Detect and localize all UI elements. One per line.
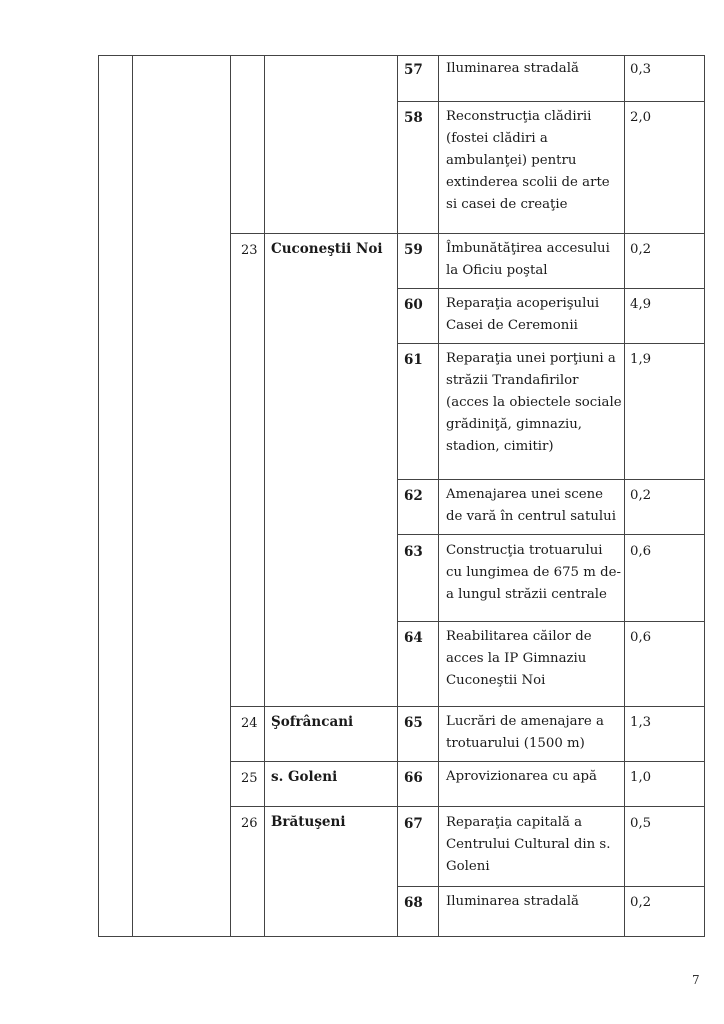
row-divider xyxy=(397,288,704,289)
page-number: 7 xyxy=(692,973,700,987)
project-number: 65 xyxy=(404,715,423,731)
project-value: 1,9 xyxy=(630,352,652,367)
project-title: Lucrări de amenajare a trotuarului (1500 m) xyxy=(446,714,604,751)
project-number: 63 xyxy=(404,544,423,560)
column-divider xyxy=(397,56,398,936)
project-title: Reparaţia acoperişului Casei de Ceremonii xyxy=(446,296,600,333)
project-title: Iluminarea stradală xyxy=(446,61,579,76)
row-divider xyxy=(397,343,704,344)
locality-index: 24 xyxy=(241,716,258,731)
project-title: Reparaţia capitală a Centrului Cultural din s. Goleni xyxy=(446,815,611,874)
project-title: Reabilitarea căilor de acces la IP Gimnaziu Cuconeştii Noi xyxy=(446,629,592,688)
column-divider xyxy=(624,56,625,936)
locality-index: 25 xyxy=(241,771,258,786)
locality-index: 23 xyxy=(241,243,258,258)
project-number: 67 xyxy=(404,816,423,832)
project-number: 61 xyxy=(404,352,423,368)
project-number: 59 xyxy=(404,242,423,258)
row-divider xyxy=(397,534,704,535)
row-divider xyxy=(230,761,704,762)
project-value: 0,6 xyxy=(630,544,652,559)
locality-name: Brătuşeni xyxy=(271,814,346,830)
project-title: Iluminarea stradală xyxy=(446,894,579,909)
locality-name: Cuconeştii Noi xyxy=(271,241,383,257)
project-value: 0,2 xyxy=(630,242,652,257)
project-title: Amenajarea unei scene de vară în centrul satului xyxy=(446,487,616,524)
projects-table xyxy=(98,55,705,937)
row-divider xyxy=(397,101,704,102)
project-number: 58 xyxy=(404,110,423,126)
project-value: 0,2 xyxy=(630,488,652,503)
project-value: 0,2 xyxy=(630,895,652,910)
locality-name: Şofrâncani xyxy=(271,714,354,730)
project-value: 1,3 xyxy=(630,715,652,730)
project-value: 0,5 xyxy=(630,816,652,831)
project-number: 64 xyxy=(404,630,423,646)
row-divider xyxy=(397,621,704,622)
row-divider xyxy=(397,886,704,887)
project-value: 4,9 xyxy=(630,297,652,312)
project-title: Reconstrucţia clădirii (fostei clădiri a ambulanţei) pentru extinderea scolii de arte si casei de creaţie xyxy=(446,109,610,212)
project-title: Aprovizionarea cu apă xyxy=(446,769,597,784)
column-divider xyxy=(438,56,439,936)
row-divider xyxy=(230,806,704,807)
project-number: 57 xyxy=(404,62,423,78)
project-title: Îmbunătăţirea accesului la Oficiu poştal xyxy=(446,241,610,278)
column-divider xyxy=(132,56,133,936)
project-value: 1,0 xyxy=(630,770,652,785)
project-number: 68 xyxy=(404,895,423,911)
project-number: 62 xyxy=(404,488,423,504)
project-number: 66 xyxy=(404,770,423,786)
row-divider xyxy=(230,233,704,234)
column-divider xyxy=(230,56,231,936)
locality-name: s. Goleni xyxy=(271,769,338,785)
project-title: Reparaţia unei porţiuni a străzii Trandafirilor (acces la obiectele sociale grădiniţă, gimnaziu, stadion, cimitir) xyxy=(446,351,622,454)
column-divider xyxy=(264,56,265,936)
locality-index: 26 xyxy=(241,816,258,831)
project-title: Construcţia trotuarului cu lungimea de 675 m de-a lungul străzii centrale xyxy=(446,543,621,602)
row-divider xyxy=(397,479,704,480)
row-divider xyxy=(230,706,704,707)
project-number: 60 xyxy=(404,297,423,313)
project-value: 2,0 xyxy=(630,110,652,125)
project-value: 0,3 xyxy=(630,62,652,77)
project-value: 0,6 xyxy=(630,630,652,645)
